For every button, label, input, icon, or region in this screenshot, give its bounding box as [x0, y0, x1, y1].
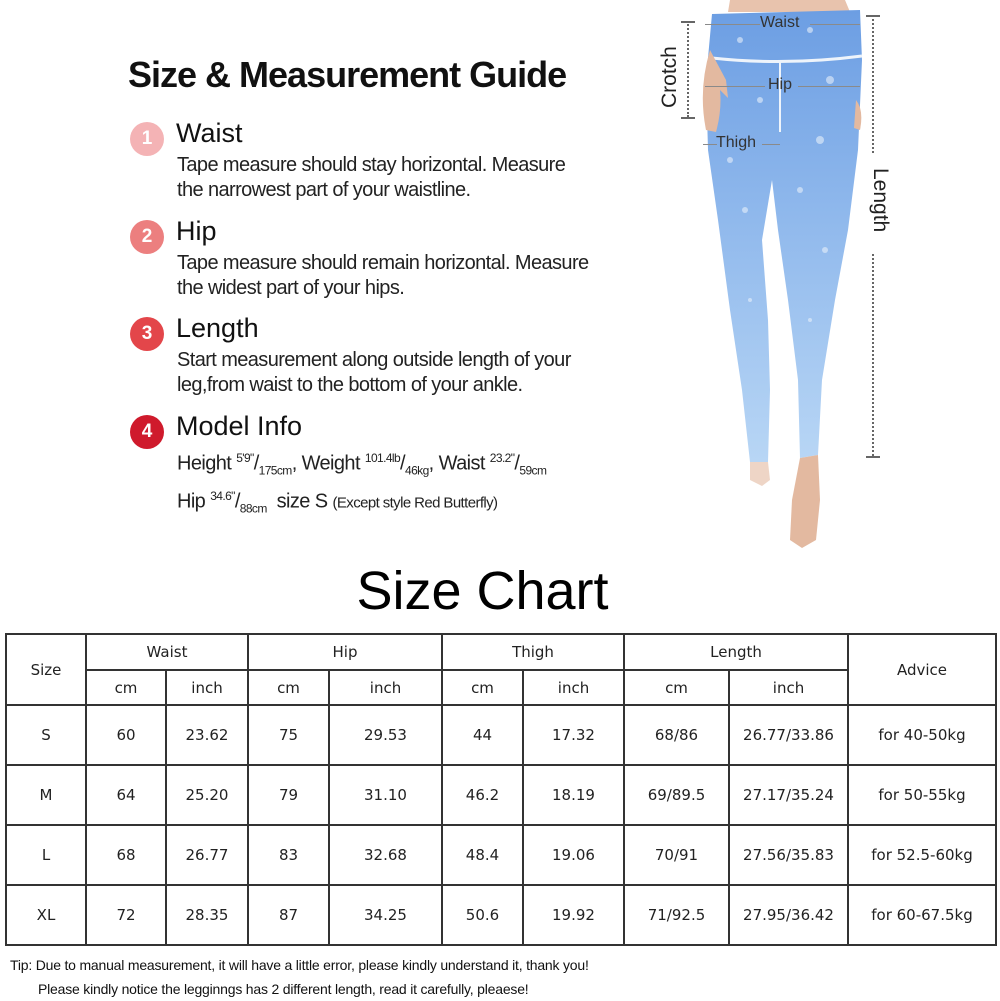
value-cell: 50.6 — [442, 885, 523, 945]
value-cell: 26.77 — [166, 825, 248, 885]
unit-cell: cm — [442, 670, 523, 705]
value-cell: 19.06 — [523, 825, 624, 885]
crotch-label: Crotch — [658, 46, 681, 108]
size-cell: M — [6, 765, 86, 825]
value-cell: 27.56/35.83 — [729, 825, 848, 885]
step-number-badge: 1 — [130, 122, 164, 156]
header-waist: Waist — [86, 634, 248, 670]
length-tick-bottom — [866, 456, 880, 458]
value-cell: 27.17/35.24 — [729, 765, 848, 825]
desc-line: Tape measure should stay horizontal. Measure — [177, 154, 566, 176]
unit-cell: cm — [248, 670, 329, 705]
hip-guide-line — [798, 86, 860, 87]
table-unit-row — [6, 670, 996, 705]
crotch-dimension-line — [687, 21, 689, 117]
thigh-label: Thigh — [716, 134, 757, 151]
step-heading: Length — [176, 313, 259, 343]
tip-line-1: Tip: Due to manual measurement, it will have a little error, please kindly understand it, thank you! — [10, 957, 589, 973]
tips-note — [10, 953, 589, 1001]
value-cell: 27.95/36.42 — [729, 885, 848, 945]
desc-line: the narrowest part of your waistline. — [177, 179, 471, 201]
header-hip: Hip — [248, 634, 442, 670]
value-cell: 48.4 — [442, 825, 523, 885]
step-number-badge: 3 — [130, 317, 164, 351]
value-cell: 64 — [86, 765, 166, 825]
table-row — [6, 885, 996, 945]
value-cell: 19.92 — [523, 885, 624, 945]
model-figure — [650, 0, 900, 560]
thigh-guide-line — [762, 144, 780, 145]
value-cell: 72 — [86, 885, 166, 945]
value-cell: 60 — [86, 705, 166, 765]
value-cell: 44 — [442, 705, 523, 765]
step-description — [177, 348, 571, 398]
unit-cell: inch — [729, 670, 848, 705]
model-info-details — [177, 446, 546, 521]
advice-cell: for 60-67.5kg — [848, 885, 996, 945]
waist-guide-line — [705, 24, 760, 25]
desc-line: Start measurement along outside length of your — [177, 349, 571, 371]
length-label: Length — [869, 168, 892, 233]
advice-cell: for 40-50kg — [848, 705, 996, 765]
value-cell: 69/89.5 — [624, 765, 729, 825]
length-dimension-line — [872, 254, 874, 456]
value-cell: 29.53 — [329, 705, 442, 765]
value-cell: 79 — [248, 765, 329, 825]
thigh-guide-line — [703, 144, 717, 145]
header-advice: Advice — [848, 634, 996, 705]
value-cell: 34.25 — [329, 885, 442, 945]
length-dimension-line — [872, 15, 874, 153]
hip-label: Hip — [768, 76, 793, 93]
unit-cell: cm — [624, 670, 729, 705]
value-cell: 18.19 — [523, 765, 624, 825]
value-cell: 31.10 — [329, 765, 442, 825]
tip-line-2: Please kindly notice the legginngs has 2 different length, read it carefully, pleaese! — [38, 981, 529, 997]
value-cell: 70/91 — [624, 825, 729, 885]
value-cell: 68/86 — [624, 705, 729, 765]
model-line-2: Hip $^{34.6"}/_{88cm}$ size S (Except style Red Butterfly) — [177, 488, 498, 516]
size-cell: XL — [6, 885, 86, 945]
desc-line: Tape measure should remain horizontal. Measure — [177, 252, 589, 274]
step-heading: Model Info — [176, 411, 303, 441]
waist-label: Waist — [760, 14, 800, 31]
value-cell: 46.2 — [442, 765, 523, 825]
header-length: Length — [624, 634, 848, 670]
unit-cell: inch — [523, 670, 624, 705]
value-cell: 75 — [248, 705, 329, 765]
unit-cell: inch — [329, 670, 442, 705]
step-number-badge: 2 — [130, 220, 164, 254]
unit-cell: inch — [166, 670, 248, 705]
header-size: Size — [6, 634, 86, 705]
value-cell: 23.62 — [166, 705, 248, 765]
table-row — [6, 825, 996, 885]
step-heading: Hip — [176, 216, 217, 246]
size-cell: S — [6, 705, 86, 765]
step-heading: Waist — [176, 118, 243, 148]
hip-guide-line — [705, 86, 765, 87]
desc-line: the widest part of your hips. — [177, 277, 405, 299]
size-chart-table — [5, 633, 997, 946]
size-cell: L — [6, 825, 86, 885]
desc-line: leg,from waist to the bottom of your ankle. — [177, 374, 523, 396]
unit-cell: cm — [86, 670, 166, 705]
value-cell: 26.77/33.86 — [729, 705, 848, 765]
header-thigh: Thigh — [442, 634, 624, 670]
value-cell: 25.20 — [166, 765, 248, 825]
table-row — [6, 765, 996, 825]
value-cell: 28.35 — [166, 885, 248, 945]
value-cell: 32.68 — [329, 825, 442, 885]
value-cell: 87 — [248, 885, 329, 945]
advice-cell: for 50-55kg — [848, 765, 996, 825]
model-line-1: Height $^{5'9"}/_{175cm}$, Weight $^{101.4lb}/_{46kg}$, Waist $^{23.2"}/_{59cm}$ — [177, 451, 547, 478]
step-description — [177, 153, 565, 203]
advice-cell: for 52.5-60kg — [848, 825, 996, 885]
step-description — [177, 251, 589, 301]
step-number-badge: 4 — [130, 415, 164, 449]
table-header-row — [6, 634, 996, 670]
crotch-tick-bottom — [681, 117, 695, 119]
table-row — [6, 705, 996, 765]
size-chart-title: Size Chart — [356, 561, 609, 621]
value-cell: 17.32 — [523, 705, 624, 765]
waist-guide-line — [810, 24, 860, 25]
value-cell: 83 — [248, 825, 329, 885]
value-cell: 68 — [86, 825, 166, 885]
guide-title: Size & Measurement Guide — [128, 54, 567, 95]
value-cell: 71/92.5 — [624, 885, 729, 945]
